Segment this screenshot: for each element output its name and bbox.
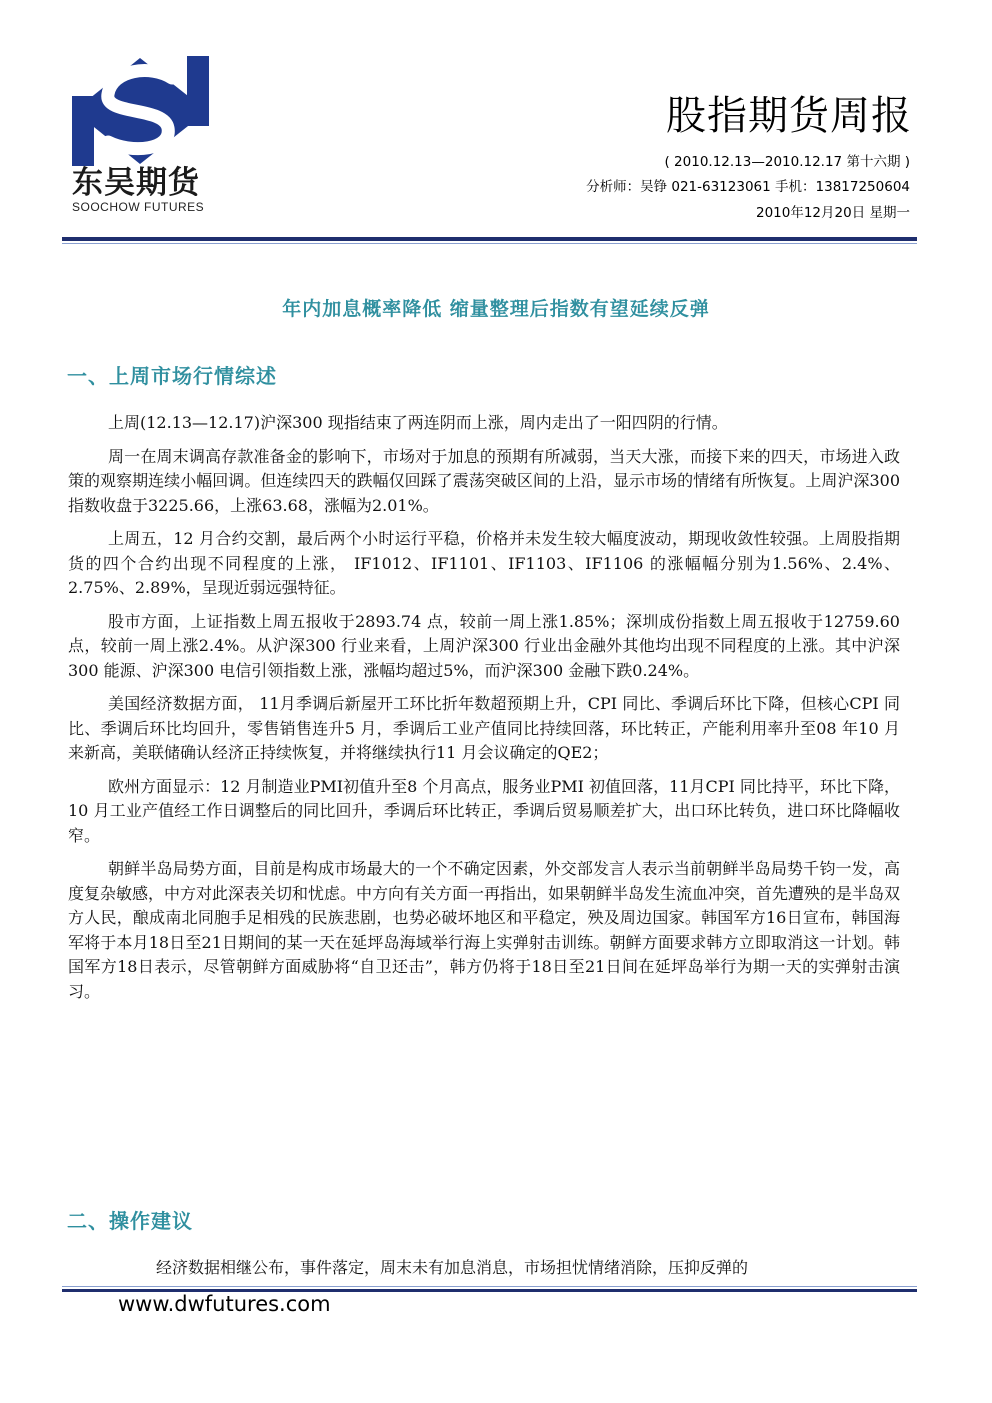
paragraph: 朝鲜半岛局势方面，目前是构成市场最大的一个不确定因素，外交部发言人表示当前朝鲜半岛局势千钧一发，高度复杂敏感，中方对此深表关切和忧虑。中方向有关方面一再指出，如果朝鲜半岛发生流血冲突，首先遭殃的是半岛双方人民，酿成南北同胞手足相残的民族悲剧，也势必破坏地区和平稳定，殃及周边国家。韩国军方16日宣布，韩国海军将于本月18日至21日期间的某一天在延坪岛海域举行海上实弹射击训练。朝鲜方面要求韩方立即取消这一计划。韩国军方18日表示，尽管朝鲜方面威胁将“自卫还击”，韩方仍将于18日至21日间在延坪岛举行为期一天的实弹射击演习。	[68, 859, 901, 1001]
operation-advice-text: 经济数据相继公布，事件落定，周末未有加息消息，市场担忧情绪消除，压抑反弹的	[156, 1258, 749, 1277]
report-period: ( 2010.12.13—2010.12.17 第十六期 )	[664, 154, 910, 170]
company-website: www.dwfutures.com	[118, 1292, 331, 1316]
section-heading-market-review: 一、上周市场行情综述	[67, 364, 277, 388]
logo-english-name: SOOCHOW FUTURES	[72, 200, 205, 214]
analyst-contact: 分析师：吴铮 021-63123061 手机：13817250604	[586, 179, 910, 195]
report-title: 股指期货周报	[666, 93, 912, 139]
report-date: 2010年12月20日 星期一	[755, 205, 910, 221]
market-review-body	[68, 411, 900, 1013]
logo-chinese-name: 东吴期货	[72, 165, 200, 201]
section-heading-operation-advice: 二、操作建议	[67, 1209, 193, 1233]
header-divider	[62, 237, 917, 244]
soochow-logo-icon	[72, 56, 209, 166]
paragraph: 美国经济数据方面， 11月季调后新屋开工环比折年数超预期上升，CPI 同比、季调后环比下降，但核心CPI 同比、季调后环比均回升，零售销售连升5 月，季调后工业产值同比持续回落，环比转正，产能利用率升至08 年10 月来新高，美联储确认经济正持续恢复，并将继续执行11 月会议确定的QE2；	[68, 694, 900, 762]
company-logo	[72, 56, 217, 214]
paragraph: 上周(12.13—12.17)沪深300 现指结束了两连阴而上涨，周内走出了一阳四阴的行情。	[108, 413, 728, 432]
report-headline: 年内加息概率降低 缩量整理后指数有望延续反弹	[282, 298, 710, 320]
paragraph: 周一在周末调高存款准备金的影响下，市场对于加息的预期有所减弱，当天大涨，而接下来的四天，市场进入政策的观察期连续小幅回调。但连续四天的跌幅仅回踩了震荡突破区间的上沿，显示市场的情绪有所恢复。上周沪深300 指数收盘于3225.66，上涨63.68，涨幅为2.01%。	[68, 446, 900, 515]
paragraph: 上周五，12 月合约交割，最后两个小时运行平稳，价格并未发生较大幅度波动，期现收敛性较强。上周股指期货的四个合约出现不同程度的上涨， IF1012、IF1101、IF1103、IF1106 的涨幅幅分别为1.56%、2.4%、2.75%、2.89%，呈现近弱远强特征。	[68, 529, 900, 597]
paragraph: 股市方面，上证指数上周五报收于2893.74 点，较前一周上涨1.85%；深圳成份指数上周五报收于12759.60点，较前一周上涨2.4%。从沪深300 行业来看，上周沪深300 行业出金融外其他均出现不同程度的上涨。其中沪深300 能源、沪深300 电信引领指数上涨，涨幅均超过5%，而沪深300 金融下跌0.24%。	[68, 611, 900, 680]
paragraph: 欧州方面显示：12 月制造业PMI初值升至8 个月高点，服务业PMI 初值回落，11月CPI 同比持平，环比下降，10 月工业产值经工作日调整后的同比回升，季调后环比转正，季调后贸易顺差扩大，出口环比转负，进口环比降幅收窄。	[68, 776, 900, 845]
